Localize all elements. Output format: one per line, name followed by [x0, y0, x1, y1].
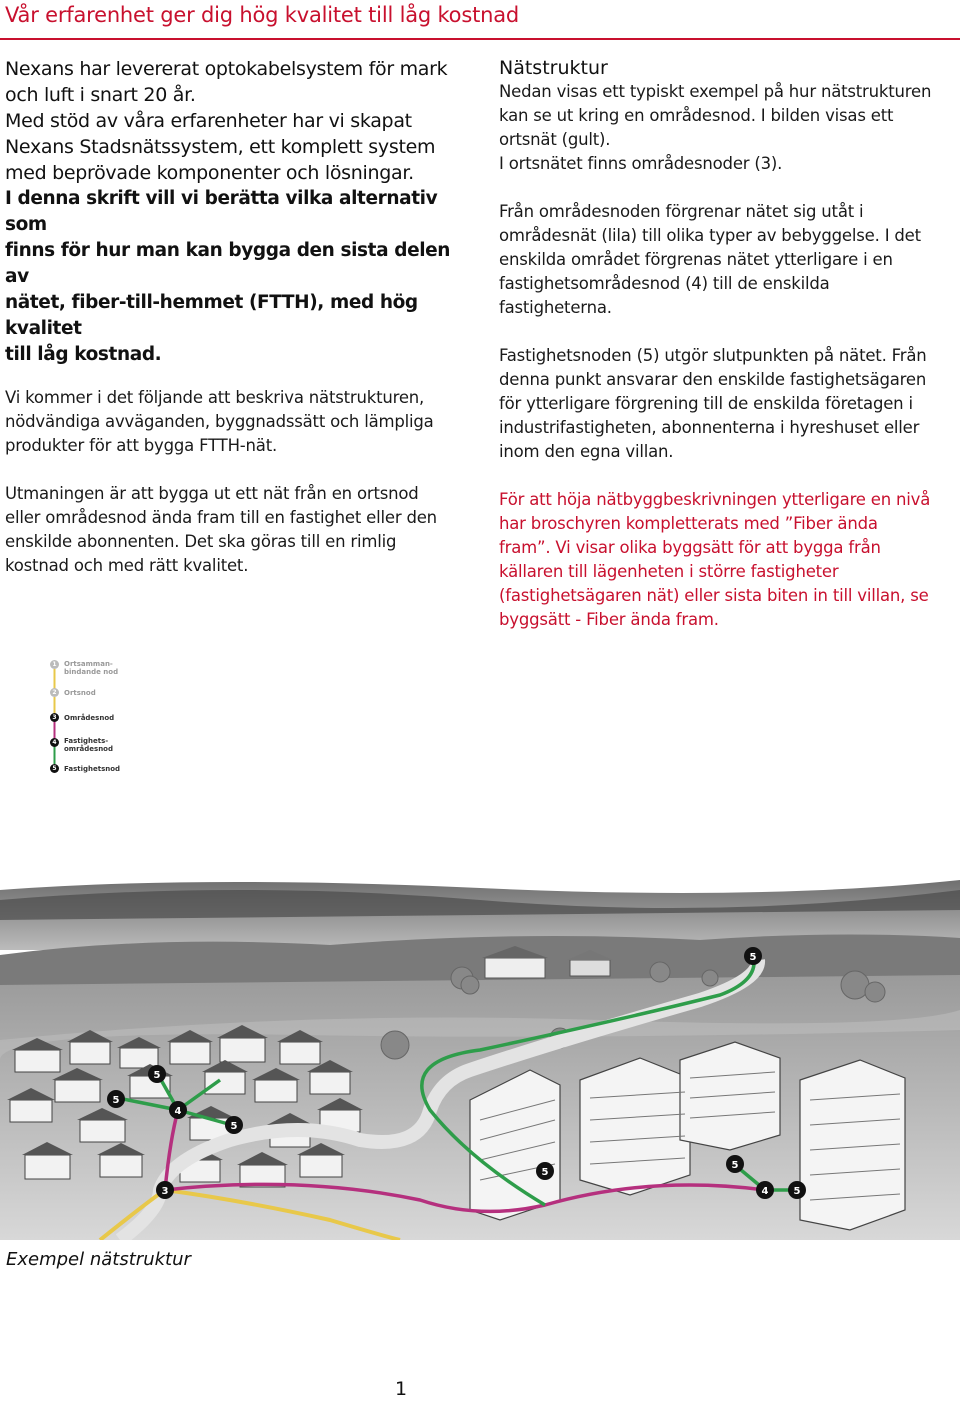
legend-number: 5 — [50, 764, 59, 773]
svg-text:5: 5 — [731, 1160, 739, 1171]
intro-line: Med stöd av våra erfarenheter har vi skapat — [5, 110, 412, 132]
legend-label: Ortsnod — [64, 689, 96, 697]
text-line: fastigheterna. — [499, 298, 612, 317]
text-line: denna punkt ansvarar den enskilde fastighetsägaren — [499, 370, 927, 389]
text-line: För att höja nätbyggbeskrivningen ytterligare en nivå — [499, 490, 931, 509]
legend-label: Områdesnod — [64, 714, 115, 722]
text-line: har broschyren kompletterats med ”Fiber ända — [499, 514, 878, 533]
left-column — [5, 56, 475, 602]
text-line: Utmaningen är att bygga ut ett nät från en ortsnod — [5, 484, 419, 503]
left-paragraph-2 — [5, 482, 475, 578]
text-line: (fastighetsägaren nät) eller sista biten in till villan, se — [499, 586, 929, 605]
text-line: Från områdesnoden förgrenar nätet sig utåt i — [499, 202, 864, 221]
svg-text:3: 3 — [161, 1186, 169, 1197]
intro-bold-line: finns för hur man kan bygga den sista delen av — [5, 240, 451, 287]
intro-bold-line: till låg kostnad. — [5, 344, 162, 365]
legend-number: 4 — [50, 738, 59, 747]
intro-bold-line: nätet, fiber-till-hemmet (FTTH), med hög kvalitet — [5, 292, 418, 339]
network-legend — [50, 660, 170, 780]
figure-caption: Exempel nätstruktur — [6, 1249, 191, 1270]
text-line: byggsätt - Fiber ända fram. — [499, 610, 719, 629]
right-column — [499, 56, 957, 656]
svg-text:4: 4 — [174, 1106, 182, 1117]
text-line: källaren till lägenheten i större fastigheter — [499, 562, 839, 581]
text-line: fastighetsområdesnod (4) till de enskilda — [499, 274, 830, 293]
text-line: enskilde abonnenten. Det ska göras till en rimlig — [5, 532, 397, 551]
legend-number: 3 — [50, 713, 59, 722]
text-line: inom den egna villan. — [499, 442, 674, 461]
text-line: fram”. Vi visar olika byggsätt för att bygga från — [499, 538, 881, 557]
page-title: Vår erfarenhet ger dig hög kvalitet till låg kostnad — [5, 3, 520, 27]
text-line: kostnad och med rätt kvalitet. — [5, 556, 249, 575]
svg-text:5: 5 — [749, 952, 757, 963]
svg-text:5: 5 — [541, 1167, 549, 1178]
intro-paragraph — [5, 56, 475, 368]
intro-line: och luft i snart 20 år. — [5, 84, 196, 106]
legend-label: Fastighetsnod — [64, 765, 121, 773]
right-paragraph-3 — [499, 344, 957, 464]
text-line: kan se ut kring en områdesnod. I bilden visas ett — [499, 106, 894, 125]
intro-bold-line: I denna skrift vill vi berätta vilka alternativ som — [5, 188, 438, 235]
legend-label: Ortsamman- bindande nod — [64, 660, 119, 676]
legend-number: 1 — [50, 660, 59, 669]
right-paragraph-highlight — [499, 488, 957, 632]
svg-text:5: 5 — [793, 1186, 801, 1197]
section-heading: Nätstruktur — [499, 57, 608, 79]
intro-line: med beprövade komponenter och lösningar. — [5, 162, 414, 184]
text-line: industrifastigheten, abonnenterna i hyreshuset eller — [499, 418, 920, 437]
text-line: Fastighetsnoden (5) utgör slutpunkten på nätet. Från — [499, 346, 927, 365]
text-line: eller områdesnod ända fram till en fastighet eller den — [5, 508, 437, 527]
right-paragraph-2 — [499, 200, 957, 320]
text-line: enskilda området förgrenas nätet ytterligare i en — [499, 250, 893, 269]
svg-text:5: 5 — [112, 1095, 120, 1106]
intro-line: Nexans Stadsnätssystem, ett komplett system — [5, 136, 436, 158]
text-line: ortsnät (gult). — [499, 130, 611, 149]
legend-number: 2 — [50, 688, 59, 697]
page-number: 1 — [395, 1378, 408, 1400]
title-underline — [0, 38, 960, 40]
text-line: områdesnät (lila) till olika typer av bebyggelse. I det — [499, 226, 921, 245]
text-line: Vi kommer i det följande att beskriva nätstrukturen, — [5, 388, 425, 407]
right-paragraph-1 — [499, 80, 957, 176]
svg-text:5: 5 — [230, 1121, 238, 1132]
text-line: Nedan visas ett typiskt exempel på hur nätstrukturen — [499, 82, 932, 101]
intro-line: Nexans har levererat optokabelsystem för mark — [5, 58, 448, 80]
text-line: för ytterligare förgrening till de enskilda företagen i — [499, 394, 913, 413]
text-line: I ortsnätet finns områdesnoder (3). — [499, 154, 783, 173]
svg-text:5: 5 — [153, 1070, 161, 1081]
left-paragraph-1 — [5, 386, 475, 458]
legend-label: Fastighets- områdesnod — [64, 737, 114, 753]
text-line: produkter för att bygga FTTH-nät. — [5, 436, 278, 455]
network-illustration — [0, 780, 960, 1240]
svg-text:4: 4 — [761, 1186, 769, 1197]
text-line: nödvändiga avväganden, byggnadssätt och lämpliga — [5, 412, 434, 431]
